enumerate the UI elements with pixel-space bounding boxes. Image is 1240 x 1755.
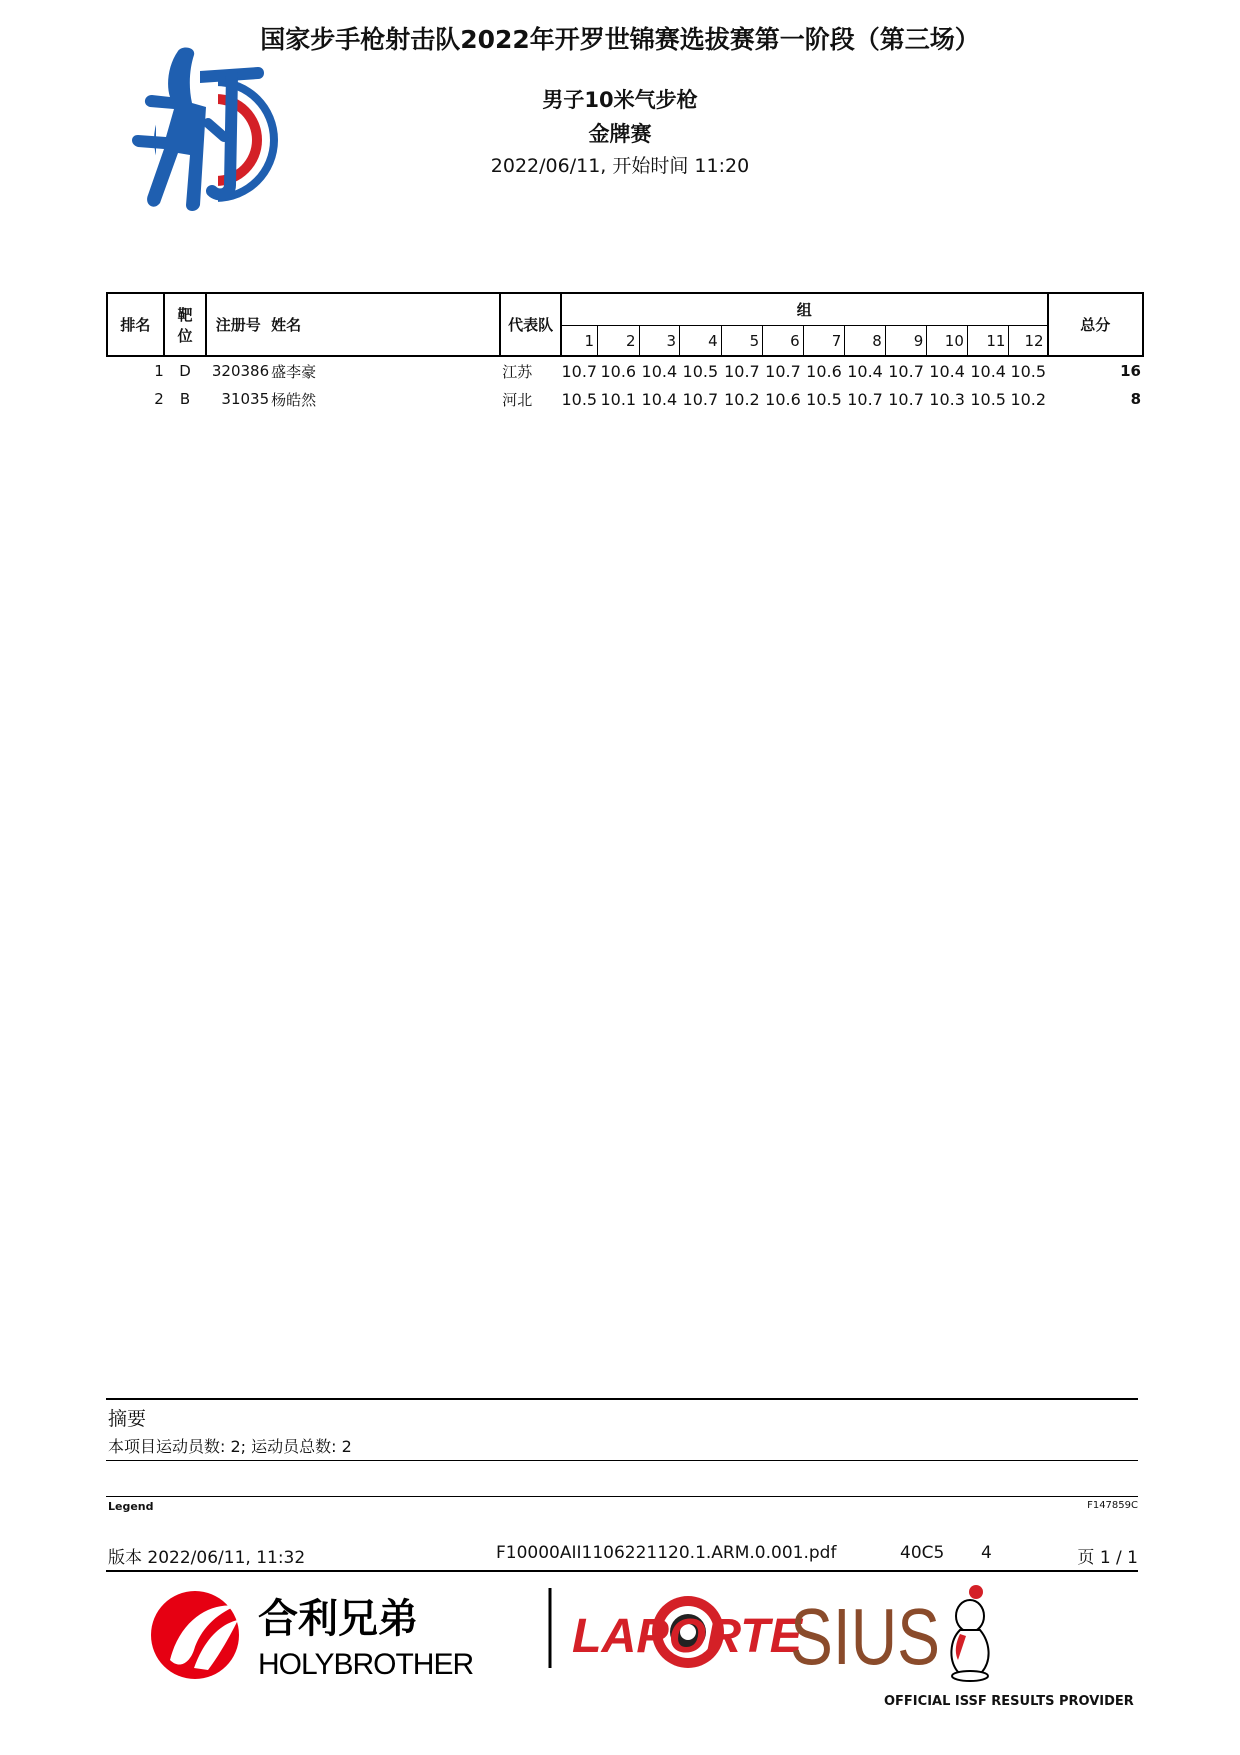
target-cell: D bbox=[179, 362, 191, 380]
score-cell: 10.7 bbox=[765, 361, 801, 381]
score-cell: 10.5 bbox=[1010, 361, 1047, 381]
header-series-10: 10 bbox=[927, 326, 968, 357]
score-cell: 10.7 bbox=[724, 361, 760, 381]
score-cell: 10.6 bbox=[765, 389, 801, 409]
score-cell: 10.7 bbox=[561, 361, 598, 381]
score-cell: 10.7 bbox=[847, 389, 883, 409]
main-title: 国家步手枪射击队2022年开罗世锦赛选拔赛第一阶段（第三场） bbox=[260, 25, 980, 54]
table-row bbox=[107, 385, 1143, 413]
header-team: 代表队 bbox=[500, 293, 561, 356]
footer-rule bbox=[106, 1570, 1138, 1572]
header-series-9: 9 bbox=[885, 326, 927, 357]
score-cell: 10.6 bbox=[806, 361, 842, 381]
summary-text: 本项目运动员数: 2; 运动员总数: 2 bbox=[108, 1437, 352, 1456]
score-cell: 10.5 bbox=[970, 389, 1006, 409]
rank-cell: 1 bbox=[154, 362, 164, 380]
header-series-2: 2 bbox=[598, 326, 640, 357]
score-cell: 10.4 bbox=[641, 361, 678, 381]
reg-no-cell: 31035 bbox=[221, 390, 270, 408]
report-code: 40C5 bbox=[900, 1543, 945, 1563]
name-cell: 杨皓然 bbox=[271, 390, 317, 409]
results-table bbox=[106, 292, 1144, 413]
legend-label: Legend bbox=[108, 1500, 154, 1513]
score-cell: 10.4 bbox=[970, 361, 1006, 381]
laporte-text: LAPORTE bbox=[572, 1610, 804, 1663]
score-cell: 10.1 bbox=[600, 389, 637, 409]
reg-no-cell: 320386 bbox=[211, 362, 270, 380]
header-series-4: 4 bbox=[680, 326, 722, 357]
report-number: 4 bbox=[981, 1543, 992, 1563]
rank-cell: 2 bbox=[154, 390, 164, 408]
summary-bottom-rule bbox=[106, 1460, 1138, 1461]
team-cell: 江苏 bbox=[502, 362, 533, 381]
legend-rule bbox=[106, 1496, 1138, 1497]
doc-code: F147859C bbox=[1087, 1500, 1138, 1511]
shooting-logo bbox=[108, 45, 278, 215]
score-cell: 10.5 bbox=[561, 389, 598, 409]
header-total: 总分 bbox=[1048, 293, 1143, 356]
summary-top-rule bbox=[106, 1398, 1138, 1400]
sponsor-bar bbox=[150, 1580, 1140, 1690]
header-series-5: 5 bbox=[721, 326, 763, 357]
score-cell: 10.7 bbox=[682, 389, 719, 409]
holybrother-cn: 合利兄弟 bbox=[258, 1596, 418, 1642]
score-cell: 10.4 bbox=[929, 361, 965, 381]
score-cell: 10.5 bbox=[682, 361, 719, 381]
score-cell: 10.4 bbox=[641, 389, 678, 409]
header-series-7: 7 bbox=[803, 326, 845, 357]
header-group: 组 bbox=[561, 293, 1048, 326]
file-name: F10000AII1106221120.1.ARM.0.001.pdf bbox=[496, 1543, 837, 1563]
phase-title: 金牌赛 bbox=[588, 122, 652, 146]
header-series-6: 6 bbox=[763, 326, 804, 357]
score-cell: 10.2 bbox=[1010, 389, 1047, 409]
total-cell: 16 bbox=[1120, 362, 1141, 380]
page-number: 页 1 / 1 bbox=[1077, 1548, 1138, 1568]
header-rank: 排名 bbox=[107, 293, 164, 356]
results-provider: OFFICIAL ISSF RESULTS PROVIDER bbox=[884, 1694, 1134, 1709]
score-cell: 10.3 bbox=[929, 389, 965, 409]
holybrother-en: HOLYBROTHER bbox=[258, 1648, 474, 1681]
header-target bbox=[164, 293, 207, 356]
header-name: 姓名 bbox=[269, 293, 500, 356]
sius-text: SIUS bbox=[790, 1592, 940, 1681]
name-cell: 盛李豪 bbox=[271, 362, 317, 381]
score-cell: 10.4 bbox=[847, 361, 883, 381]
header-reg-no: 注册号 bbox=[206, 293, 269, 356]
total-cell: 8 bbox=[1130, 390, 1141, 408]
laporte-logo bbox=[572, 1596, 804, 1668]
table-row bbox=[107, 356, 1143, 385]
summary-title: 摘要 bbox=[108, 1408, 147, 1430]
team-cell: 河北 bbox=[502, 390, 533, 409]
target-cell: B bbox=[179, 390, 191, 408]
header-target-line1: 靶 bbox=[177, 305, 193, 324]
header-target-line2: 位 bbox=[177, 326, 193, 345]
version-text: 版本 2022/06/11, 11:32 bbox=[108, 1548, 306, 1568]
score-cell: 10.5 bbox=[806, 389, 842, 409]
score-cell: 10.7 bbox=[888, 361, 924, 381]
score-cell: 10.2 bbox=[724, 389, 760, 409]
sius-logo bbox=[790, 1585, 989, 1681]
header-series-12: 12 bbox=[1009, 326, 1048, 357]
start-time: 2022/06/11, 开始时间 11:20 bbox=[490, 155, 750, 177]
header-series-3: 3 bbox=[639, 326, 680, 357]
score-cell: 10.6 bbox=[600, 361, 637, 381]
header-series-11: 11 bbox=[967, 326, 1009, 357]
score-cell: 10.7 bbox=[888, 389, 924, 409]
header-series-1: 1 bbox=[561, 326, 597, 357]
header-series-8: 8 bbox=[845, 326, 886, 357]
event-title: 男子10米气步枪 bbox=[542, 88, 698, 112]
holybrother-logo bbox=[151, 1591, 473, 1681]
